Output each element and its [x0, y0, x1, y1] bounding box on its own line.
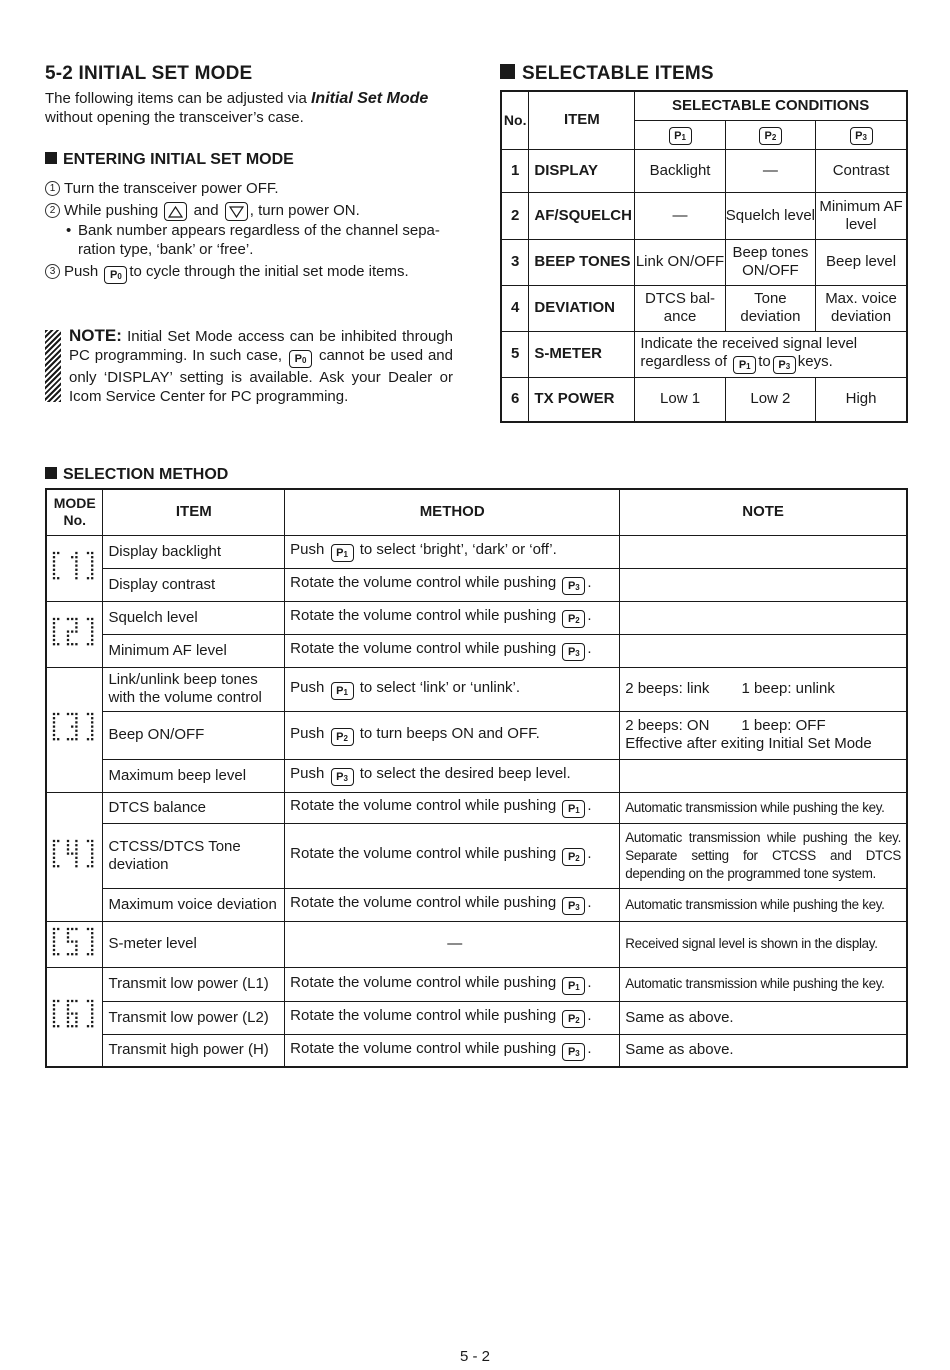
- row-p1: —: [635, 192, 725, 239]
- square-bullet-icon: [500, 64, 515, 79]
- p3-key-icon: $P_3$: [850, 127, 873, 145]
- col-conditions: SELECTABLE CONDITIONS: [635, 91, 907, 120]
- row-note: Automatic transmission while pushing the key.: [620, 967, 907, 1001]
- row-no: 4: [501, 285, 529, 331]
- mode-3: [46, 667, 103, 792]
- row-method: Rotate the volume control while pushing $P_1$ .: [285, 792, 620, 823]
- table-row: [501, 285, 907, 331]
- row-p3: Beep level: [816, 239, 907, 285]
- row-item: Display backlight: [103, 535, 285, 568]
- row-no: 6: [501, 377, 529, 422]
- table-row: [46, 792, 907, 823]
- row-note: Automatic transmission while pushing the key.: [620, 888, 907, 921]
- table-row: [46, 568, 907, 601]
- p3-key-icon: $P_3$: [331, 768, 354, 786]
- mode-2: [46, 601, 103, 667]
- intro-emphasis: Initial Set Mode: [310, 90, 429, 107]
- table-row: [501, 331, 907, 377]
- p1-key-icon: $P_1$: [669, 127, 692, 145]
- p1-key-icon: $P_1$: [562, 800, 585, 818]
- col-no: No.: [501, 91, 529, 149]
- row-p3: Minimum AF level: [816, 192, 907, 239]
- row-item: Link/unlink beep tones with the volume control: [103, 667, 285, 711]
- table-row: [46, 1034, 907, 1067]
- row-method: —: [285, 921, 620, 967]
- row-p2: Low 2: [725, 377, 815, 422]
- row-p2: Beep tones ON/OFF: [725, 239, 815, 285]
- selectable-heading: SELECTABLE ITEMS: [500, 63, 714, 85]
- col-p2: [725, 120, 815, 149]
- row-item: S-meter level: [103, 921, 285, 967]
- p3-key-icon: $P_3$: [562, 643, 585, 661]
- row-method: Rotate the volume control while pushing $P_2$ .: [285, 601, 620, 634]
- circled-3-icon: 3: [45, 264, 60, 279]
- row-method: Rotate the volume control while pushing $P_2$ .: [285, 823, 620, 888]
- row-p2: —: [725, 149, 815, 192]
- intro-section: [45, 63, 453, 287]
- square-bullet-icon: [45, 152, 57, 164]
- p0-key-icon: $P_0$: [289, 350, 312, 368]
- mode-5: [46, 921, 103, 967]
- note-hatch-icon: [45, 330, 61, 402]
- row-p1: Link ON/OFF: [635, 239, 725, 285]
- row-note: 2 beeps: link 1 beep: unlink: [620, 667, 907, 711]
- row-note: Received signal level is shown in the display.: [620, 921, 907, 967]
- mode-4: [46, 792, 103, 921]
- page-number: 5 - 2: [459, 1348, 490, 1365]
- row-item: Transmit low power (L2): [103, 1001, 285, 1034]
- step-1: 1 Turn the transceiver power OFF.: [45, 179, 453, 198]
- table-row: [46, 667, 907, 711]
- table-row: [46, 823, 907, 888]
- table-row: [46, 711, 907, 759]
- mode-6: [46, 967, 103, 1067]
- row-note: [620, 759, 907, 792]
- row-item: Maximum beep level: [103, 759, 285, 792]
- note-box: [45, 326, 453, 406]
- p3-key-icon: $P_3$: [562, 897, 585, 915]
- p3-key-icon: $P_3$: [562, 577, 585, 595]
- row-no: 2: [501, 192, 529, 239]
- step-3: 3 Push $P_0$ to cycle through the initial set mode items.: [45, 262, 453, 284]
- table-row: [501, 377, 907, 422]
- row-no: 3: [501, 239, 529, 285]
- col-mode: MODE No.: [46, 489, 103, 535]
- p0-key-icon: $P_0$: [104, 266, 127, 284]
- row-item: Display contrast: [103, 568, 285, 601]
- row-p1: Backlight: [635, 149, 725, 192]
- p1-key-icon: $P_1$: [331, 544, 354, 562]
- row-item: DTCS balance: [103, 792, 285, 823]
- p1-key-icon: $P_1$: [562, 977, 585, 995]
- row-item: Transmit low power (L1): [103, 967, 285, 1001]
- table-row: [501, 149, 907, 192]
- row-note: Same as above.: [620, 1001, 907, 1034]
- row-method: Push $P_3$ to select the desired beep level.: [285, 759, 620, 792]
- row-note: 2 beeps: ON 1 beep: OFF Effective after exiting Initial Set Mode: [620, 711, 907, 759]
- selection-method-heading: SELECTION METHOD: [45, 466, 228, 484]
- row-p3: High: [816, 377, 907, 422]
- table-row: [46, 888, 907, 921]
- row-item: Squelch level: [103, 601, 285, 634]
- row-method: Rotate the volume control while pushing $P_3$ .: [285, 634, 620, 667]
- intro-text-2: without opening the transceiver’s case.: [45, 109, 304, 126]
- row-p2: Squelch level: [725, 192, 815, 239]
- row-method: Rotate the volume control while pushing $P_3$ .: [285, 888, 620, 921]
- row-item: DISPLAY: [529, 149, 635, 192]
- table-row: [46, 634, 907, 667]
- p3-key-icon: $P_3$: [773, 356, 796, 374]
- mode-digit-display: [50, 711, 100, 743]
- p2-key-icon: $P_2$: [562, 1010, 585, 1028]
- mode-digit-display: [50, 838, 100, 870]
- entering-heading: ENTERING INITIAL SET MODE: [45, 151, 453, 169]
- selectable-items-table: [500, 90, 908, 423]
- row-span: Indicate the received signal level regardless of $P_1$ to $P_3$ keys.: [635, 331, 907, 377]
- row-no: 5: [501, 331, 529, 377]
- row-method: Push $P_1$ to select ‘bright’, ‘dark’ or ‘off’.: [285, 535, 620, 568]
- step-2: 2 While pushing and , turn power ON. • Bank number appears regardless of the channel sepa-ration type, ‘bank’ or ‘free’.: [45, 201, 453, 259]
- row-item: Beep ON/OFF: [103, 711, 285, 759]
- note-text: NOTE: Initial Set Mode access can be inhibited through PC programming. In such case, $P_0$ cannot be used and only ‘DISPLAY’ setting is available. Ask your Dealer or Icom Service Center for PC programming.: [69, 326, 453, 405]
- row-method: Rotate the volume control while pushing $P_3$ .: [285, 568, 620, 601]
- row-p1: DTCS bal-ance: [635, 285, 725, 331]
- table-row: [46, 759, 907, 792]
- circled-1-icon: 1: [45, 181, 60, 196]
- p2-key-icon: $P_2$: [562, 610, 585, 628]
- row-method: Rotate the volume control while pushing $P_3$ .: [285, 1034, 620, 1067]
- row-item: Minimum AF level: [103, 634, 285, 667]
- down-arrow-key-icon: [225, 202, 248, 221]
- table-row: [46, 1001, 907, 1034]
- intro-paragraph: [45, 89, 453, 127]
- row-p1: Low 1: [635, 377, 725, 422]
- table-row: [46, 535, 907, 568]
- p2-key-icon: $P_2$: [759, 127, 782, 145]
- col-item: ITEM: [103, 489, 285, 535]
- col-method: METHOD: [285, 489, 620, 535]
- row-method: Push $P_2$ to turn beeps ON and OFF.: [285, 711, 620, 759]
- step-2-bullet: • Bank number appears regardless of the channel sepa-ration type, ‘bank’ or ‘free’.: [64, 221, 453, 259]
- row-note: [620, 568, 907, 601]
- col-note: NOTE: [620, 489, 907, 535]
- row-method: Rotate the volume control while pushing $P_1$ .: [285, 967, 620, 1001]
- mode-digit-display: [50, 616, 100, 648]
- row-method: Push $P_1$ to select ‘link’ or ‘unlink’.: [285, 667, 620, 711]
- row-p3: Contrast: [816, 149, 907, 192]
- row-note: Automatic transmission while pushing the key. Separate setting for CTCSS and DTCS depending on the programmed tone system.: [620, 823, 907, 888]
- row-no: 1: [501, 149, 529, 192]
- mode-1: [46, 535, 103, 601]
- table-row: [46, 601, 907, 634]
- section-title: 5-2 INITIAL SET MODE: [45, 63, 253, 84]
- row-item: DEVIATION: [529, 285, 635, 331]
- mode-digit-display: [50, 550, 100, 582]
- table-row: [46, 967, 907, 1001]
- row-note: [620, 634, 907, 667]
- up-arrow-key-icon: [164, 202, 187, 221]
- row-item: Maximum voice deviation: [103, 888, 285, 921]
- row-item: TX POWER: [529, 377, 635, 422]
- intro-text: The following items can be adjusted via: [45, 90, 311, 107]
- circled-2-icon: 2: [45, 203, 60, 218]
- table-row: [46, 921, 907, 967]
- col-item: ITEM: [529, 91, 635, 149]
- row-item: S-METER: [529, 331, 635, 377]
- col-p3: [816, 120, 907, 149]
- entering-steps: [45, 179, 453, 284]
- row-note: [620, 601, 907, 634]
- selection-method-table: [45, 488, 908, 1068]
- row-method: Rotate the volume control while pushing $P_2$ .: [285, 1001, 620, 1034]
- note-label: NOTE:: [69, 326, 122, 345]
- row-note: Same as above.: [620, 1034, 907, 1067]
- col-p1: [635, 120, 725, 149]
- p1-key-icon: $P_1$: [733, 356, 756, 374]
- table-row: [501, 192, 907, 239]
- table-row: [501, 239, 907, 285]
- row-note: [620, 535, 907, 568]
- mode-digit-display: [50, 926, 100, 958]
- p1-key-icon: $P_1$: [331, 682, 354, 700]
- p2-key-icon: $P_2$: [331, 728, 354, 746]
- row-p2: Tone deviation: [725, 285, 815, 331]
- row-p3: Max. voice deviation: [816, 285, 907, 331]
- mode-digit-display: [50, 998, 100, 1030]
- row-item: BEEP TONES: [529, 239, 635, 285]
- p3-key-icon: $P_3$: [562, 1043, 585, 1061]
- row-note: Automatic transmission while pushing the key.: [620, 792, 907, 823]
- square-bullet-icon: [45, 467, 57, 479]
- row-item: AF/SQUELCH: [529, 192, 635, 239]
- row-item: Transmit high power (H): [103, 1034, 285, 1067]
- p2-key-icon: $P_2$: [562, 848, 585, 866]
- row-item: CTCSS/DTCS Tone deviation: [103, 823, 285, 888]
